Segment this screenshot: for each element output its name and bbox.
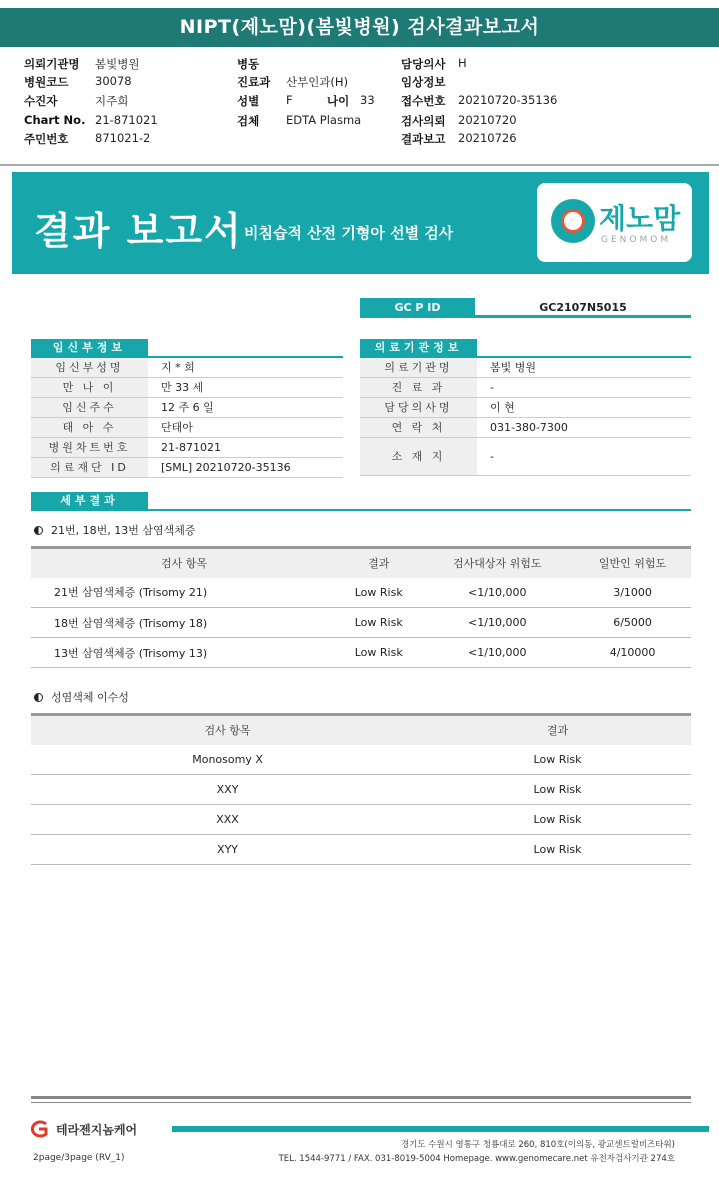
genomom-logo [537,183,692,262]
institution-value: 봄빛 병원 [490,361,537,374]
pregnancy-value: [SML] 20210720-35136 [161,461,291,474]
table-cell: 4/10000 [574,638,691,668]
header-divider [0,164,719,166]
table-row [31,805,691,835]
table-cell: <1/10,000 [420,638,574,668]
institution-row [360,398,691,418]
sex-label: 성별 [237,94,260,108]
table-cell: 13번 삼염색체증 (Trisomy 13) [31,638,337,668]
sex-chromosome-table [31,713,691,865]
pregnancy-value: 12 주 6 일 [161,401,214,414]
column-header: 일반인 위험도 [574,548,691,578]
table-row [31,608,691,638]
table-cell: <1/10,000 [420,608,574,638]
half-circle-icon [34,693,43,702]
footer-address: 경기도 수원시 영통구 청룡대로 260, 810호(이의동, 광교센트럴비즈타워) [400,1140,675,1150]
institution-value: - [490,381,494,394]
column-header: 검사대상자 위험도 [420,548,574,578]
accession-label: 접수번호 [401,94,446,108]
pregnancy-label: 의료재단 ID [31,458,148,477]
resident-label: 주민번호 [24,132,69,146]
age-label: 나이 [327,94,350,108]
dept-label: 진료과 [237,75,271,89]
accession-value: 20210720-35136 [458,93,558,107]
table-cell: Low Risk [337,578,420,608]
table-cell: Monosomy X [31,745,424,775]
table-cell: 21번 삼염색체증 (Trisomy 21) [31,578,337,608]
genomom-logo-icon [551,199,595,243]
details-line [31,509,691,511]
sex-chromosome-section-title: 성염색체 이수성 [34,689,129,705]
request-value: 20210720 [458,113,517,127]
pregnancy-row [31,418,343,438]
table-cell: XYY [31,835,424,865]
banner-title: 결과 보고서 [34,209,243,253]
details-tab: 세부결과 [31,492,148,510]
institution-label: 의료기관명 [360,358,477,377]
report-title: NIPT(제노맘)(봄빛병원) 검사결과보고서 [0,8,719,47]
resident-value: 871021-2 [95,131,151,145]
table-cell: Low Risk [337,638,420,668]
page-indicator: 2page/3page (RV_1) [33,1153,125,1163]
table-cell: Low Risk [424,775,691,805]
doctor-value: H [458,56,467,70]
table-cell: Low Risk [424,745,691,775]
table-row [31,835,691,865]
pregnancy-label: 임신주수 [31,398,148,417]
table-row [31,578,691,608]
footer-divider [31,1096,691,1099]
hospital-value: 봄빛병원 [95,57,140,71]
half-circle-icon [34,526,43,535]
clinical-label: 임상정보 [401,75,446,89]
table-cell: XXX [31,805,424,835]
table-row [31,775,691,805]
trisomy-section-title: 21번, 18번, 13번 삼염색체증 [34,522,195,538]
specimen-value: EDTA Plasma [286,113,362,127]
pregnancy-value: 단태아 [161,421,193,434]
column-header: 결과 [337,548,420,578]
doctor-label: 담당의사 [401,57,446,71]
trisomy-table [31,546,691,668]
footer-divider-thin [31,1102,691,1103]
institution-label: 진 료 과 [360,378,477,397]
sex-value: F [286,93,293,107]
pregnancy-value: 만 33 세 [161,381,204,394]
institution-row [360,418,691,438]
specimen-label: 검체 [237,114,260,128]
institution-label: 연 락 처 [360,418,477,437]
pregnancy-row [31,458,343,478]
table-cell: 18번 삼염색체증 (Trisomy 18) [31,608,337,638]
pregnancy-info-tab: 임신부정보 [31,339,148,357]
table-cell: Low Risk [424,805,691,835]
report-header [0,52,719,162]
pregnancy-row [31,438,343,458]
pregnancy-label: 만 나 이 [31,378,148,397]
logo-subtext: GENOMOM [601,235,672,245]
pregnancy-row [31,398,343,418]
ward-label: 병동 [237,57,260,71]
dept-value: 산부인과(H) [286,75,349,89]
request-label: 검사의뢰 [401,114,446,128]
institution-row [360,358,691,378]
pregnancy-label: 병원차트번호 [31,438,148,457]
column-header: 결과 [424,715,691,745]
theragen-logo-icon [28,1120,50,1138]
institution-row [360,438,691,476]
table-row [31,745,691,775]
table-cell: <1/10,000 [420,578,574,608]
institution-label: 담당의사명 [360,398,477,417]
pregnancy-label: 임신부성명 [31,358,148,377]
institution-value: 031-380-7300 [490,421,568,434]
footer-brand: 테라젠지놈케어 [56,1123,138,1137]
banner-subtitle: 비침습적 산전 기형아 선별 검사 [244,224,454,242]
table-cell: Low Risk [337,608,420,638]
pregnancy-value: 지 * 희 [161,361,195,374]
hospital-label: 의뢰기관명 [24,57,80,71]
institution-value: 이 현 [490,401,515,414]
institution-value: - [490,450,494,463]
table-cell: XXY [31,775,424,805]
chart-value: 21-871021 [95,113,158,127]
footer-contact: TEL. 1544-9771 / FAX. 031-8019-5004 Homepage. www.genomecare.net 유전자검사기관 274호 [278,1154,675,1164]
table-row [31,638,691,668]
footer-accent-bar [172,1126,709,1132]
report-date-value: 20210726 [458,131,517,145]
age-value: 33 [360,93,375,107]
pregnancy-value: 21-871021 [161,441,221,454]
recipient-label: 수진자 [24,94,58,108]
table-cell: 3/1000 [574,578,691,608]
logo-text: 제노맘 [599,202,681,235]
recipient-value: 지주희 [95,94,129,108]
pregnancy-row [31,358,343,378]
pregnancy-label: 태 아 수 [31,418,148,437]
code-label: 병원코드 [24,75,69,89]
table-cell: Low Risk [424,835,691,865]
report-date-label: 결과보고 [401,132,446,146]
chart-label: Chart No. [24,113,86,127]
gcp-id-label: GC P ID [360,298,475,318]
gcp-id-value: GC2107N5015 [475,298,691,318]
institution-info-tab: 의료기관정보 [360,339,477,357]
column-header: 검사 항목 [31,548,337,578]
institution-label: 소 재 지 [360,438,477,475]
institution-row [360,378,691,398]
column-header: 검사 항목 [31,715,424,745]
code-value: 30078 [95,74,132,88]
result-banner [12,172,709,274]
table-cell: 6/5000 [574,608,691,638]
pregnancy-row [31,378,343,398]
